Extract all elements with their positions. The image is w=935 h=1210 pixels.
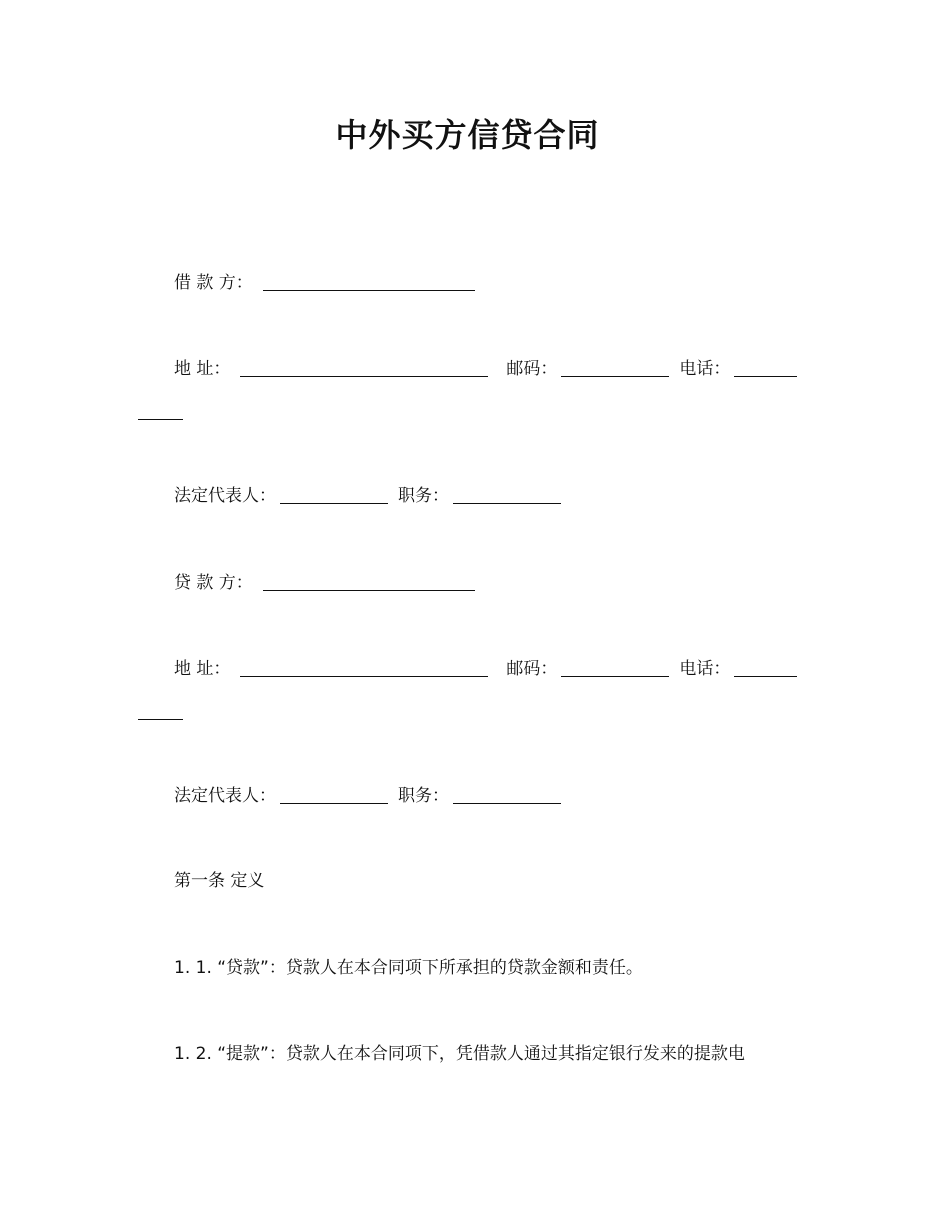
clause-1-2: 1. 2. “提款”：贷款人在本合同项下，凭借款人通过其指定银行发来的提款电 (174, 1044, 745, 1064)
lender-address-line (174, 657, 797, 681)
clause-1-1: 1. 1. “贷款”：贷款人在本合同项下所承担的贷款金额和责任。 (174, 958, 643, 978)
borrower-rep-label: 法定代表人： (174, 486, 276, 506)
lender-line (174, 571, 475, 595)
borrower-address-line (174, 357, 797, 381)
lender-address-label: 地 址： (174, 659, 231, 679)
borrower-label: 借 款 方： (174, 273, 253, 293)
borrower-line (174, 271, 475, 295)
lender-rep-line (174, 784, 561, 808)
borrower-postcode-label: 邮码： (506, 359, 558, 379)
borrower-postcode-blank[interactable] (561, 360, 669, 377)
article-1-heading: 第一条 定义 (174, 871, 265, 891)
lender-label: 贷 款 方： (174, 573, 253, 593)
lender-phone-label: 电话： (679, 659, 731, 679)
borrower-name-blank[interactable] (263, 274, 475, 291)
lender-postcode-blank[interactable] (561, 660, 669, 677)
borrower-address-blank[interactable] (240, 360, 488, 377)
borrower-phone-blank-continued[interactable] (138, 418, 183, 420)
borrower-rep-blank[interactable] (280, 487, 388, 504)
borrower-address-label: 地 址： (174, 359, 231, 379)
lender-phone-blank[interactable] (734, 660, 797, 677)
borrower-phone-label: 电话： (679, 359, 731, 379)
borrower-phone-blank[interactable] (734, 360, 797, 377)
lender-rep-blank[interactable] (280, 787, 388, 804)
lender-name-blank[interactable] (263, 574, 475, 591)
document-title: 中外买方信贷合同 (335, 116, 600, 154)
lender-phone-blank-continued[interactable] (138, 718, 183, 720)
lender-position-blank[interactable] (453, 787, 561, 804)
lender-rep-label: 法定代表人： (174, 786, 276, 806)
borrower-position-blank[interactable] (453, 487, 561, 504)
lender-postcode-label: 邮码： (506, 659, 558, 679)
lender-address-blank[interactable] (240, 660, 488, 677)
lender-position-label: 职务： (398, 786, 449, 806)
borrower-rep-line (174, 484, 561, 508)
borrower-position-label: 职务： (398, 486, 449, 506)
